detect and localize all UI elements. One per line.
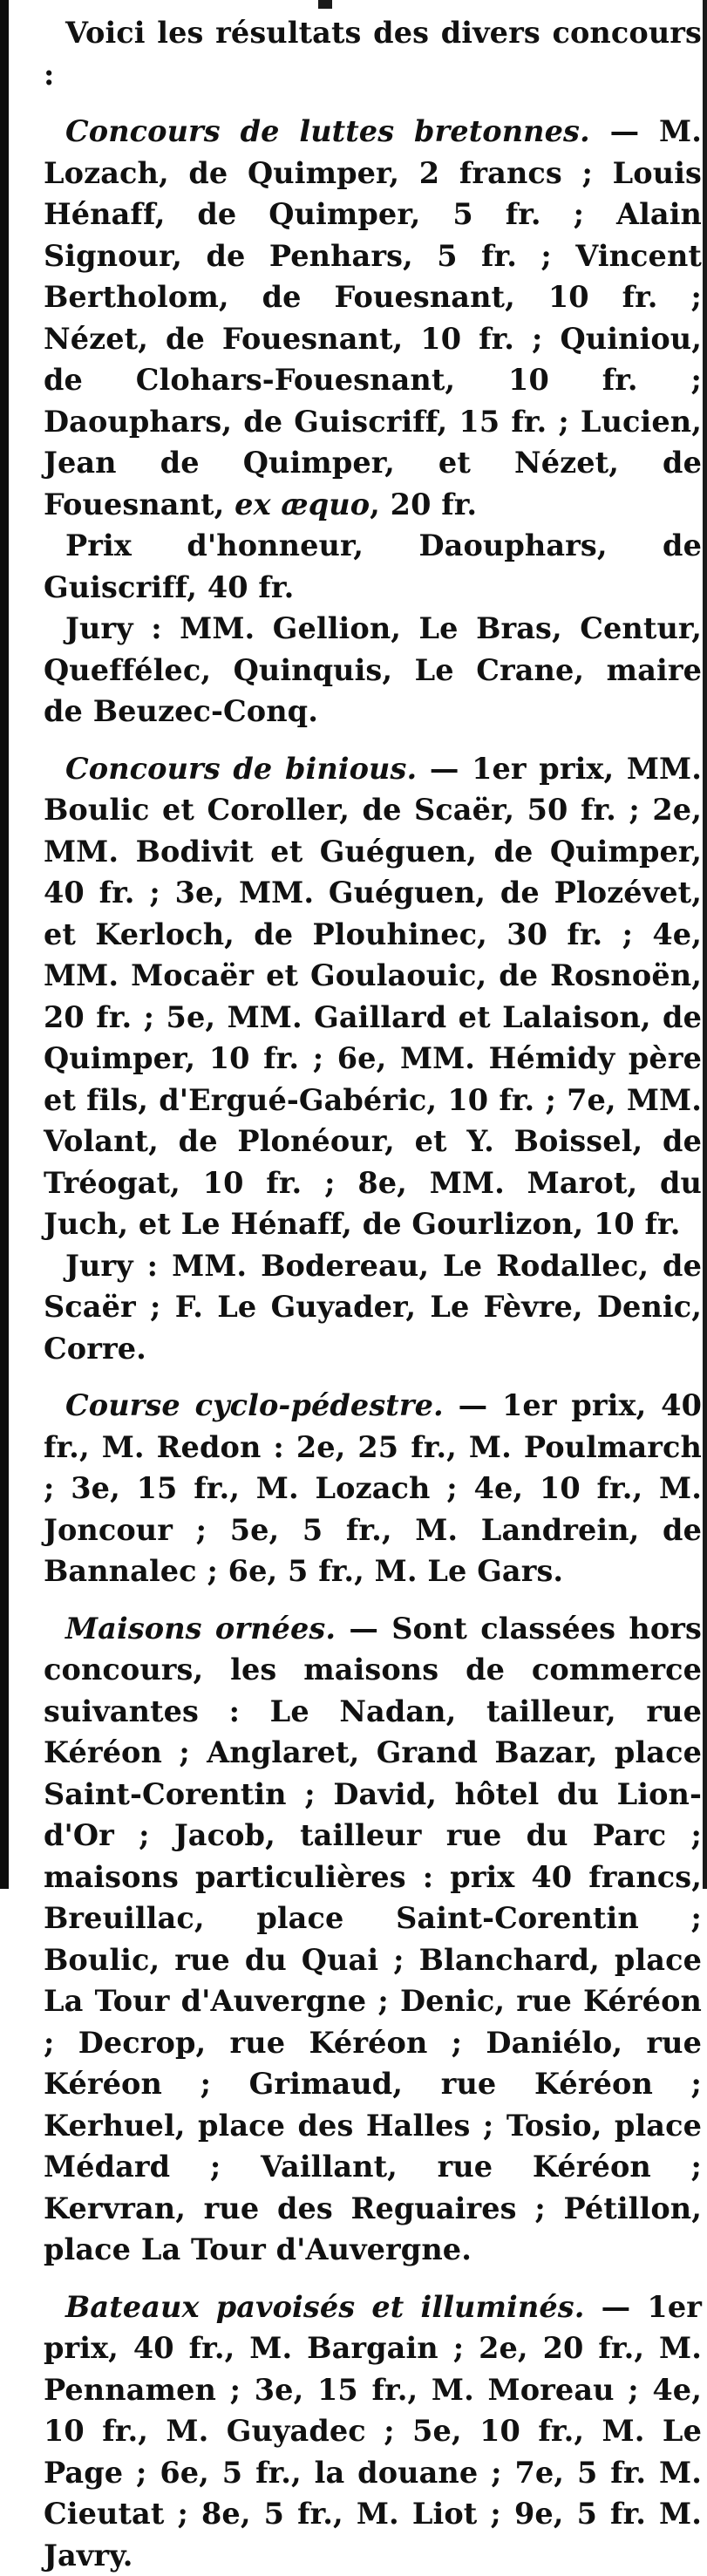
luttes-ex-aequo: ex æquo <box>235 487 370 521</box>
luttes-paragraph <box>44 111 702 525</box>
luttes-title: Concours de luttes bretonnes. <box>65 114 590 148</box>
course-body: — 1er prix, 40 fr., M. Redon : 2e, 25 fr., M. Poulmarch ; 3e, 15 fr., M. Lozach ; 4e, 10 fr., M. Joncour ; 5e, 5 fr., M. Landrein, de Bannalec ; 6e, 5 fr., M. Le Gars. <box>44 1388 702 1588</box>
course-title: Course cyclo-pédestre. <box>65 1388 444 1422</box>
luttes-body: — M. Lozach, de Quimper, 2 francs ; Louis Hénaff, de Quimper, 5 fr. ; Alain Signour, de Penhars, 5 fr. ; Vincent Bertholom, de Fouesnant, 10 fr. ; Nézet, de Fouesnant, 10 fr. ; Quiniou, de Clohars-Fouesnant, 10 fr. ; Daouphars, de Guiscriff, 15 fr. ; Lucien, Jean de Quimper, et Nézet, de Fouesnant, <box>44 114 702 521</box>
jury-binious-paragraph: Jury : MM. Bodereau, Le Rodallec, de Scaër ; F. Le Guyader, Le Fèvre, Denic, Corre. <box>44 1245 702 1370</box>
jury-luttes-paragraph: Jury : MM. Gellion, Le Bras, Centur, Queffélec, Quinquis, Le Crane, maire de Beuzec-Conq. <box>44 608 702 733</box>
bateaux-title: Bateaux pavoisés et illuminés. <box>65 2290 584 2324</box>
intro-paragraph: Voici les résultats des divers concours : <box>44 12 702 95</box>
binious-paragraph <box>44 748 702 1245</box>
binious-body: — 1er prix, MM. Boulic et Coroller, de Scaër, 50 fr. ; 2e, MM. Bodivit et Guéguen, de Quimper, 40 fr. ; 3e, MM. Guéguen, de Plozévet, et Kerloch, de Plouhinec, 30 fr. ; 4e, MM. Mocaër et Goulaouic, de Rosnoën, 20 fr. ; 5e, MM. Gaillard et Lalaison, de Quimper, 10 fr. ; 6e, MM. Hémidy père et fils, d'Ergué-Gabéric, 10 fr. ; 7e, MM. Volant, de Plonéour, et Y. Boissel, de Tréogat, 10 fr. ; 8e, MM. Marot, du Juch, et Le Hénaff, de Gourlizon, 10 fr. <box>44 752 702 1242</box>
maisons-paragraph <box>44 1608 702 2271</box>
bateaux-body: — 1er prix, 40 fr., M. Bargain ; 2e, 20 fr., M. Pennamen ; 3e, 15 fr., M. Moreau ; 4e, 10 fr., M. Guyadec ; 5e, 10 fr., M. Le Page ; 6e, 5 fr., la douane ; 7e, 5 fr. M. Cieutat ; 8e, 5 fr., M. Liot ; 9e, 5 fr. M. Javry. <box>44 2290 702 2573</box>
luttes-tail: , 20 fr. <box>370 487 477 521</box>
column-top-rule <box>318 0 332 9</box>
maisons-title: Maisons ornées. <box>65 1612 336 1646</box>
maisons-body: — Sont classées hors concours, les maisons de commerce suivantes : Le Nadan, tailleur, rue Kéréon ; Anglaret, Grand Bazar, place Saint-Corentin ; David, hôtel du Lion-d'Or ; Jacob, tailleur rue du Parc ; maisons particulières : prix 40 francs, Breuillac, place Saint-Corentin ; Boulic, rue du Quai ; Blanchard, place La Tour d'Auvergne ; Denic, rue Kéréon ; Decrop, rue Kéréon ; Daniélo, rue Kéréon ; Grimaud, rue Kéréon ; Kerhuel, place des Halles ; Tosio, place Médard ; Vaillant, rue Kéréon ; Kervran, rue des Reguaires ; Pétillon, place La Tour d'Auvergne. <box>44 1612 702 2267</box>
article-body <box>44 12 702 2576</box>
bateaux-paragraph <box>44 2286 702 2576</box>
honneur-paragraph: Prix d'honneur, Daouphars, de Guiscriff, 40 fr. <box>44 525 702 608</box>
binious-title: Concours de binious. <box>65 752 417 786</box>
course-paragraph <box>44 1385 702 1592</box>
